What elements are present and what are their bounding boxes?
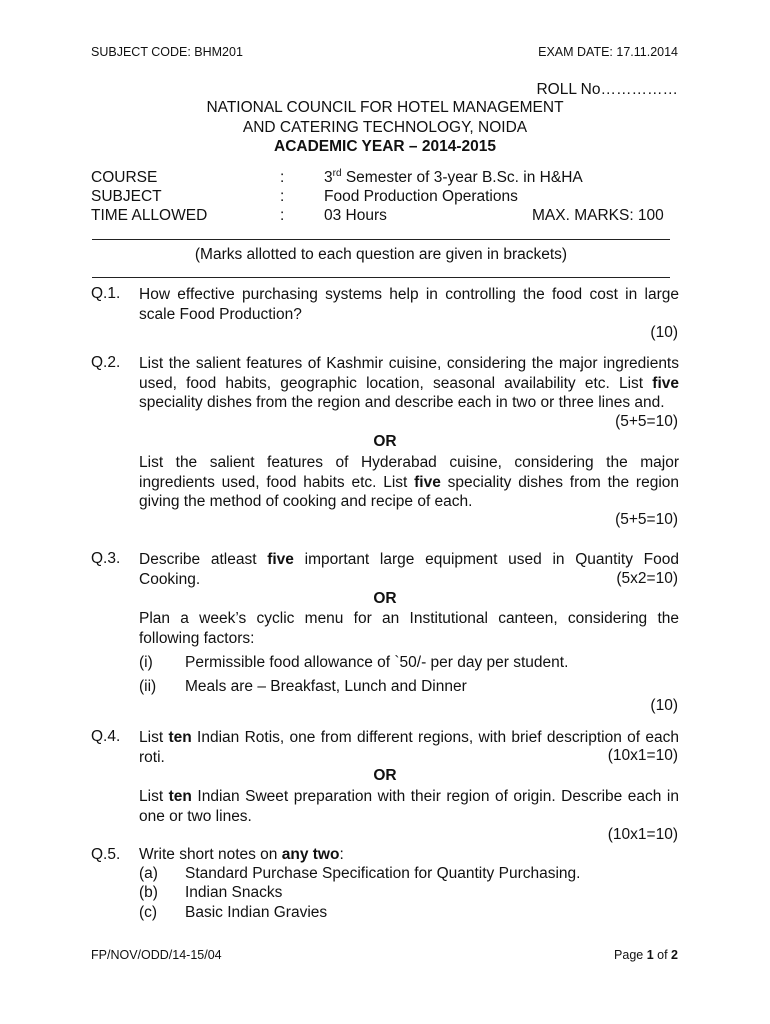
q5-item-text: Basic Indian Gravies [185, 904, 328, 921]
q4-option-b-marks: (10x1=10) [607, 826, 678, 843]
q2-option-b-marks: (5+5=10) [615, 511, 678, 528]
q1-marks: (10) [650, 324, 678, 341]
q5-number: Q.5. [91, 846, 121, 863]
q3-item-text: Permissible food allowance of `50/- per day per student. [185, 654, 569, 671]
q4-or: OR [373, 767, 397, 784]
q1-text: How effective purchasing systems help in controlling the food cost in large scale Food Production? [139, 286, 679, 323]
q2-number: Q.2. [91, 354, 121, 371]
subject-label: SUBJECT [91, 188, 162, 205]
q4-option-b: List ten Indian Sweet preparation with their region of origin. Describe each in one or two lines. [139, 788, 679, 825]
roll-no: ROLL No…………… [536, 81, 678, 98]
marks-note: (Marks allotted to each question are given in brackets) [194, 246, 568, 263]
q3-option-b-marks: (10) [650, 697, 678, 714]
q4-number: Q.4. [91, 728, 121, 745]
q3-item-label: (ii) [139, 678, 157, 695]
council-name-line1: NATIONAL COUNCIL FOR HOTEL MANAGEMENT [206, 99, 564, 116]
subject-value: Food Production Operations [324, 188, 518, 205]
q2-or: OR [373, 433, 397, 450]
q5-item-label: (b) [139, 884, 158, 901]
divider-bottom [92, 277, 670, 278]
footer-code: FP/NOV/ODD/14-15/04 [91, 948, 222, 962]
q5-text: Write short notes on any two: [139, 846, 344, 863]
q3-item-text: Meals are – Breakfast, Lunch and Dinner [185, 678, 467, 695]
course-colon: : [280, 169, 285, 186]
q3-item-label: (i) [139, 654, 153, 671]
q5-item-label: (c) [139, 904, 158, 921]
q3-or: OR [373, 590, 397, 607]
q5-item-label: (a) [139, 865, 158, 882]
subject-colon: : [280, 188, 285, 205]
time-value: 03 Hours [324, 207, 387, 224]
max-marks: MAX. MARKS: 100 [532, 207, 664, 224]
q3-option-a-marks: (5x2=10) [616, 570, 678, 587]
q4-option-a-marks: (10x1=10) [607, 747, 678, 764]
academic-year: ACADEMIC YEAR – 2014-2015 [274, 138, 496, 155]
course-label: COURSE [91, 169, 158, 186]
q3-option-b: Plan a week’s cyclic menu for an Institutional canteen, considering the following factors: [139, 610, 679, 647]
exam-date: EXAM DATE: 17.11.2014 [538, 45, 678, 59]
q5-item-text: Standard Purchase Specification for Quantity Purchasing. [185, 865, 581, 882]
q2-option-a-marks: (5+5=10) [615, 413, 678, 430]
course-value: 3rd Semester of 3-year B.Sc. in H&HA [324, 167, 583, 186]
time-label: TIME ALLOWED [91, 207, 208, 224]
q5-item-text: Indian Snacks [185, 884, 283, 901]
divider-top [92, 239, 670, 240]
q2-option-a: List the salient features of Kashmir cuisine, considering the major ingredients used, food habits, geographic location, seasonal availability etc. List five speciality dishes from the region and describe each in two or three lines and. [139, 355, 679, 412]
q4-option-a: List ten Indian Rotis, one from different regions, with brief description of each roti. [139, 729, 679, 766]
q3-option-a: Describe atleast five important large equipment used in Quantity Food Cooking. [139, 551, 679, 588]
q1-number: Q.1. [91, 285, 121, 302]
subject-code: SUBJECT CODE: BHM201 [91, 45, 243, 59]
council-name-line2: AND CATERING TECHNOLOGY, NOIDA [242, 119, 528, 136]
q3-number: Q.3. [91, 550, 121, 567]
time-colon: : [280, 207, 285, 224]
q2-option-b: List the salient features of Hyderabad cuisine, considering the major ingredients used, food habits etc. List five speciality dishes from the region giving the method of cooking and recipe of each. [139, 454, 680, 511]
page-number: Page 1 of 2 [614, 948, 678, 962]
